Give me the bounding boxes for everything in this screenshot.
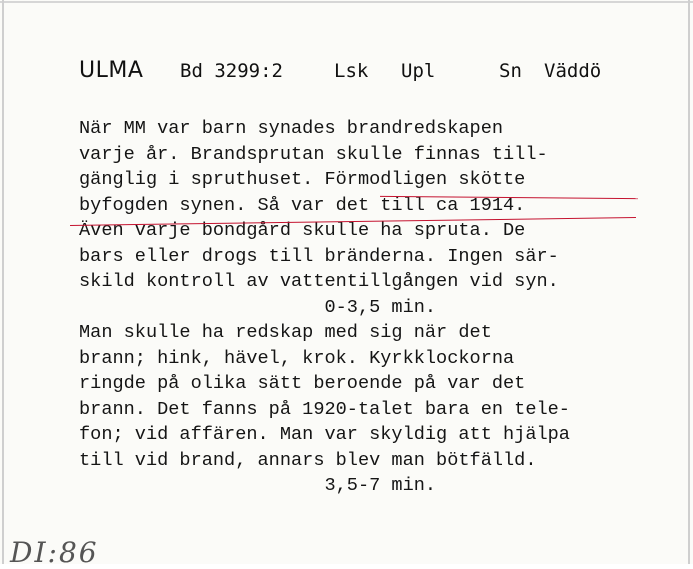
text-line: fon; vid affären. Man var skyldig att hjälpa [79, 424, 570, 445]
text-line: bars eller drogs till bränderna. Ingen sär- [79, 245, 559, 267]
text-line: När MM var barn synades brandredskapen [79, 118, 504, 139]
card-top-edge [0, 1, 693, 3]
province-code: Lsk [334, 60, 369, 82]
parish-name: Väddö [544, 60, 602, 82]
region-code: Upl [401, 60, 436, 82]
text-line: Man skulle ha redskap med sig när det [79, 322, 492, 343]
handwritten-mark: DI:86 [10, 536, 99, 569]
text-line: ringde på olika sätt beroende på var det [79, 373, 526, 394]
time-range: 0-3,5 min. [79, 296, 437, 318]
time-range: 3,5-7 min. [79, 475, 437, 496]
parish-code: Sn [499, 60, 522, 82]
card-left-edge [2, 0, 4, 564]
reference-number: Bd 3299:2 [180, 60, 283, 82]
text-line: till vid brand, annars blev man bötfälld. [79, 449, 537, 471]
transcript-body [79, 116, 679, 499]
text-line: gänglig i spruthuset. Förmodligen skötte [79, 169, 526, 190]
card-header [79, 58, 659, 88]
text-line: brann; hink, hävel, krok. Kyrkklockorna [79, 347, 515, 369]
text-line: byfogden synen. Så var det till ca 1914. [79, 194, 526, 216]
text-line: skild kontroll av vattentillgången vid syn. [79, 271, 559, 292]
collection-name: ULMA [79, 58, 144, 83]
card-right-edge [688, 0, 690, 564]
text-line: brann. Det fanns på 1920-talet bara en tele- [79, 398, 570, 420]
text-line: Även varje bondgård skulle ha spruta. De [79, 220, 526, 241]
text-line: varje år. Brandsprutan skulle finnas till- [79, 143, 548, 165]
